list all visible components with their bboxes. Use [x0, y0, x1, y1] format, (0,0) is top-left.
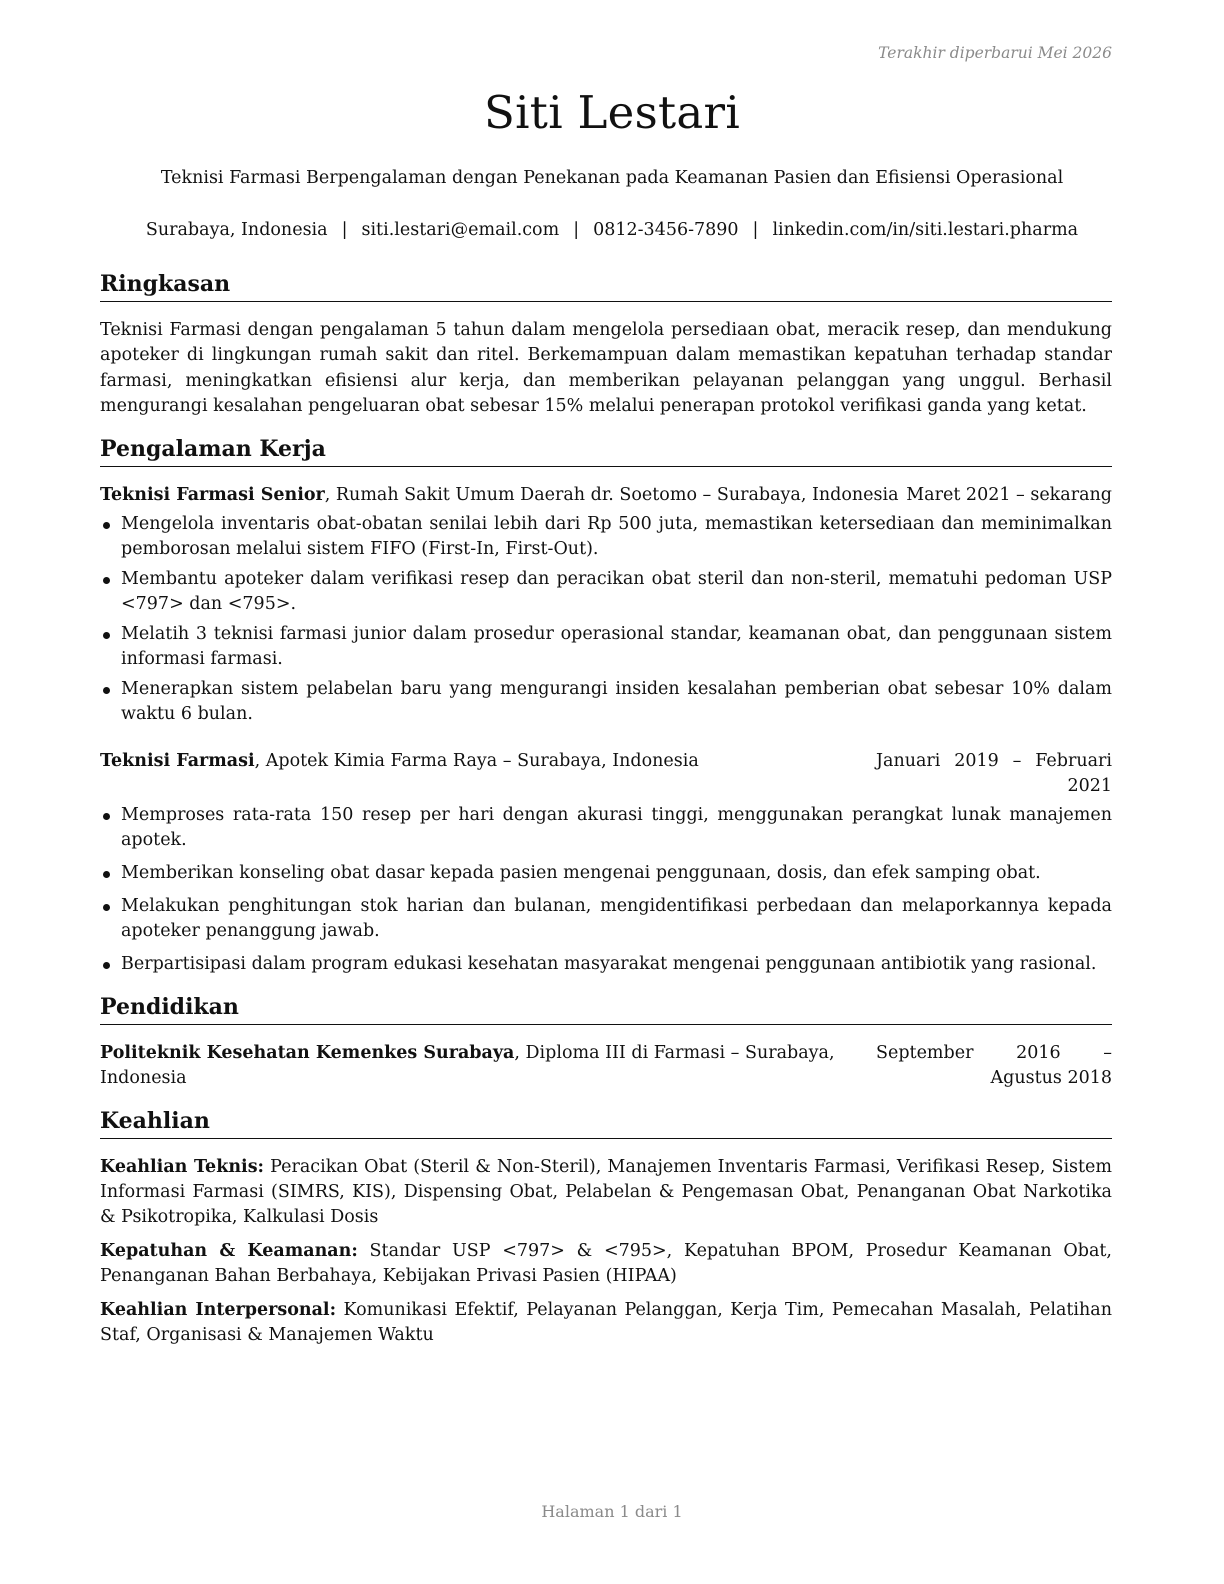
page-number: Halaman 1 dari 1 [541, 1502, 683, 1521]
skill-group-label: Keahlian Teknis: [100, 1157, 265, 1178]
skill-group [100, 1239, 1112, 1289]
bullet-text: Memproses rata-rata 150 resep per hari dengan akurasi tinggi, menggunakan perangkat lunak manajemen apotek. [121, 805, 1112, 851]
job-dates: Maret 2021 – sekarang [906, 485, 1112, 506]
education-line [100, 1041, 876, 1091]
education-entry [100, 1041, 1112, 1091]
job-employer: , Rumah Sakit Umum Daerah dr. Soetomo – Surabaya, Indonesia [324, 485, 899, 506]
education-dates: September 2016 – Agustus 2018 [876, 1043, 1112, 1089]
job-dates: Januari 2019 – Februari 2021 [876, 751, 1112, 797]
skill-group [100, 1155, 1112, 1230]
summary-section [100, 268, 1112, 419]
resume-content [100, 268, 1112, 1362]
job-bullets [100, 803, 1112, 977]
contact-location: Surabaya, Indonesia [145, 220, 328, 240]
skill-group [100, 1298, 1112, 1348]
section-title-summary: Ringkasan [100, 268, 1112, 302]
job-bullet [100, 622, 1112, 672]
bullet-text: Menerapkan sistem pelabelan baru yang mengurangi insiden kesalahan pemberian obat sebesar 10% dalam waktu 6 bulan. [121, 679, 1112, 725]
summary-text: Teknisi Farmasi dengan pengalaman 5 tahun dalam mengelola persediaan obat, meracik resep, dan mendukung apoteker di lingkungan rumah sakit dan ritel. Berkemampuan dalam memastikan kepatuhan terhadap standar farmasi, meningkatkan efisiensi alur kerja, dan memberikan pelayanan pelanggan yang unggul. Berhasil mengurangi kesalahan pengeluaran obat sebesar 15% melalui penerapan protokol verifikasi ganda yang ketat. [100, 320, 1112, 416]
contact-separator: | [752, 220, 759, 240]
skill-group-text: Komunikasi Efektif, Pelayanan Pelanggan, Kerja Tim, Pemecahan Masalah, Pelatihan Staf, Organisasi & Manajemen Waktu [100, 1300, 1112, 1346]
job-bullet [100, 894, 1112, 944]
bullet-dot [103, 813, 110, 820]
skill-group-text: Peracikan Obat (Steril & Non-Steril), Manajemen Inventaris Farmasi, Verifikasi Resep, Sistem Informasi Farmasi (SIMRS, KIS), Dispensing Obat, Pelabelan & Pengemasan Obat, Penanganan Obat Narkotika & Psikotropika, Kalkulasi Dosis [100, 1157, 1112, 1228]
section-title-skills: Keahlian [100, 1105, 1112, 1139]
job-header [100, 749, 1112, 799]
section-title-experience: Pengalaman Kerja [100, 433, 1112, 467]
bullet-text: Berpartisipasi dalam program edukasi kesehatan masyarakat mengenai penggunaan antibiotik yang rasional. [121, 954, 1097, 975]
contact-line [0, 220, 1224, 240]
education-section [100, 991, 1112, 1091]
job-bullet [100, 512, 1112, 562]
bullet-dot [103, 962, 110, 969]
contact-separator: | [341, 220, 348, 240]
bullet-dot [103, 904, 110, 911]
bullet-text: Mengelola inventaris obat-obatan senilai lebih dari Rp 500 juta, memastikan ketersediaan dan meminimalkan pemborosan melalui sistem FIFO (First-In, First-Out). [121, 514, 1112, 560]
skill-group-text: Standar USP <797> & <795>, Kepatuhan BPOM, Prosedur Keamanan Obat, Penanganan Bahan Berbahaya, Kebijakan Privasi Pasien (HIPAA) [100, 1241, 1112, 1287]
bullet-dot [103, 687, 110, 694]
job-employer: , Apotek Kimia Farma Raya – Surabaya, Indonesia [254, 751, 699, 772]
job-entry [100, 483, 1112, 727]
job-bullet [100, 861, 1112, 886]
skills-section [100, 1105, 1112, 1348]
contact-separator: | [573, 220, 580, 240]
skill-group-label: Keahlian Interpersonal: [100, 1300, 337, 1321]
last-updated-note: Terakhir diperbarui Mei 2026 [878, 44, 1112, 62]
skill-group-label: Kepatuhan & Keamanan: [100, 1241, 358, 1262]
job-title-line [100, 749, 699, 774]
bullet-dot [103, 871, 110, 878]
experience-section [100, 433, 1112, 977]
job-role: Teknisi Farmasi [100, 751, 255, 772]
job-entry [100, 749, 1112, 977]
candidate-name: Siti Lestari [483, 86, 741, 139]
bullet-text: Membantu apoteker dalam verifikasi resep dan peracikan obat steril dan non-steril, mematuhi pedoman USP <797> dan <795>. [121, 569, 1112, 615]
section-title-education: Pendidikan [100, 991, 1112, 1025]
bullet-text: Melatih 3 teknisi farmasi junior dalam prosedur operasional standar, keamanan obat, dan penggunaan sistem informasi farmasi. [121, 624, 1112, 670]
job-bullet [100, 567, 1112, 617]
job-bullets [100, 512, 1112, 727]
contact-phone: 0812-3456-7890 [593, 220, 739, 240]
candidate-tagline: Teknisi Farmasi Berpengalaman dengan Penekanan pada Keamanan Pasien dan Efisiensi Operasional [160, 168, 1064, 188]
bullet-text: Melakukan penghitungan stok harian dan bulanan, mengidentifikasi perbedaan dan melaporkannya kepada apoteker penanggung jawab. [121, 896, 1112, 942]
bullet-dot [103, 632, 110, 639]
bullet-text: Memberikan konseling obat dasar kepada pasien mengenai penggunaan, dosis, dan efek samping obat. [121, 863, 1041, 884]
job-bullet [100, 952, 1112, 977]
bullet-dot [103, 522, 110, 529]
job-bullet [100, 803, 1112, 853]
job-bullet [100, 677, 1112, 727]
contact-linkedin[interactable]: linkedin.com/in/siti.lestari.pharma [772, 220, 1079, 240]
education-detail: , Diploma III di Farmasi – Surabaya, Indonesia [100, 1043, 835, 1089]
contact-email[interactable]: siti.lestari@email.com [361, 220, 560, 240]
bullet-dot [103, 577, 110, 584]
job-role: Teknisi Farmasi Senior [100, 485, 325, 506]
job-title-line [100, 483, 899, 508]
job-header [100, 483, 1112, 508]
education-school: Politeknik Kesehatan Kemenkes Surabaya [100, 1043, 515, 1064]
